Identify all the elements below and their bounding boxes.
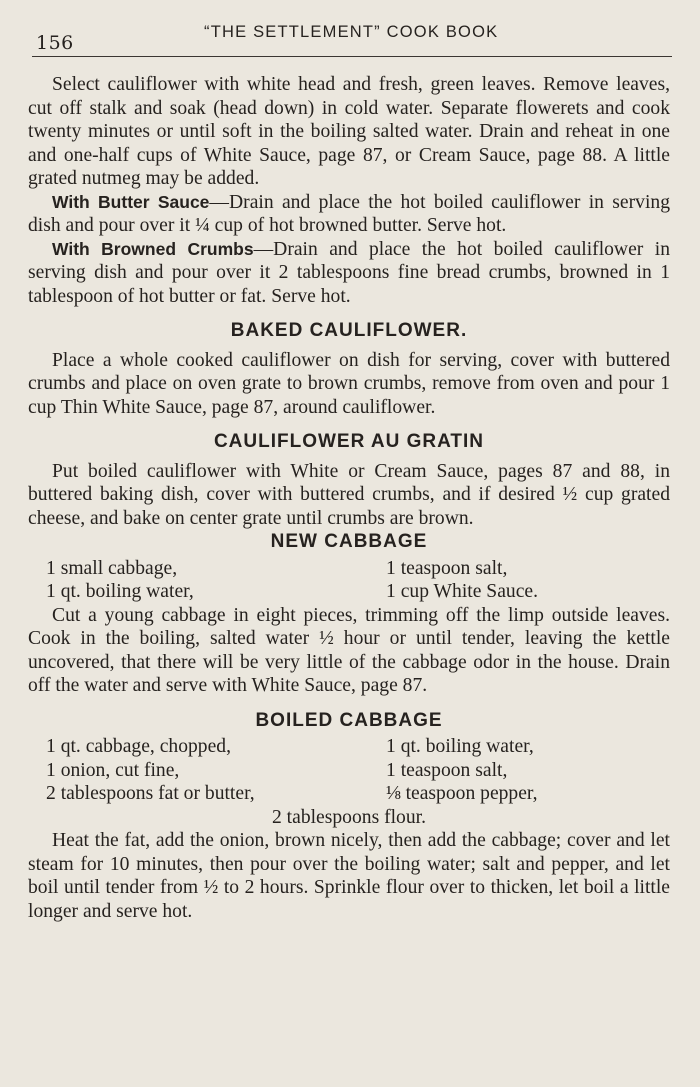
cauliflower-au-gratin-title: CAULIFLOWER AU GRATIN xyxy=(213,431,485,452)
boiled-cabbage-text: Heat the fat, add the onion, brown nicely, then add the cabbage; cover and let steam for 10 minutes, then pour over the boiling water; salt and pepper, and let boil until tender from ½ to 2 hours. Sprinkle flour over to thicken, let boil a little longer and serve hot. xyxy=(28,830,670,922)
page-header xyxy=(32,20,672,57)
butter-sauce-text: —Drain and place the hot boiled cauliflower in serving dish and pour over it ¼ cup of hot browned butter. Serve hot. xyxy=(28,191,670,236)
butter-sauce-lead: With Butter Sauce xyxy=(52,191,210,212)
ingredient: 1 cup White Sauce. xyxy=(386,581,538,602)
ingredient: 1 qt. boiling water, xyxy=(386,736,534,757)
ingredient: 1 qt. cabbage, chopped, xyxy=(46,736,231,757)
boiled-cabbage-title: BOILED CABBAGE xyxy=(255,709,443,731)
ingredient: ⅛ teaspoon pepper, xyxy=(386,783,538,804)
boiled-cauliflower-intro: Select cauliflower with white head and fresh, green leaves. Remove leaves, cut off stalk and soak (head down) in cold water. Separate flowerets and cook twenty minutes or until soft in the boiling salted water. Drain and reheat in one and one-half cups of White Sauce, page 87, or Cream Sauce, page 88. A little grated nutmeg may be added. xyxy=(28,74,670,189)
baked-cauliflower-title: BAKED CAULIFLOWER. xyxy=(230,320,468,341)
browned-crumbs-text: —Drain and place the hot boiled cauliflower in serving dish and pour over it 2 tablespoons fine bread crumbs, browned in 1 tablespoon of hot butter or fat. Serve hot. xyxy=(28,238,671,307)
cauliflower-au-gratin-text: Put boiled cauliflower with White or Cream Sauce, pages 87 and 88, in buttered baking dish, cover with buttered crumbs, and if desired ½ cup grated cheese, and bake on center grate until crumbs are brown. xyxy=(28,460,670,529)
ingredient: 1 qt. boiling water, xyxy=(46,581,194,602)
boiled-cabbage-ingredients xyxy=(46,735,670,806)
ingredient: 2 tablespoons flour. xyxy=(271,806,426,828)
browned-crumbs-paragraph xyxy=(28,238,670,309)
ingredient: 1 teaspoon salt, xyxy=(386,557,508,579)
ingredient: 1 small cabbage, xyxy=(46,557,178,579)
page-body xyxy=(28,73,670,923)
ingredient: 1 teaspoon salt, xyxy=(386,759,508,781)
ingredient: 1 onion, cut fine, xyxy=(46,759,180,781)
baked-cauliflower-text: Place a whole cooked cauliflower on dish for serving, cover with buttered crumbs and place on oven grate to brown crumbs, remove from oven and pour 1 cup Thin White Sauce, page 87, around cauliflower. xyxy=(28,349,670,418)
new-cabbage-title: NEW CABBAGE xyxy=(270,531,428,552)
new-cabbage-ingredients xyxy=(46,557,670,604)
ingredient: 2 tablespoons fat or butter, xyxy=(46,783,255,804)
new-cabbage-text: Cut a young cabbage in eight pieces, trimming off the limp outside leaves. Cook in the boiling, salted water ½ hour or until tender, leaving the kettle uncovered, that there will be very little of the cabbage odor in the house. Drain off the water and serve with White Sauce, page 87. xyxy=(28,604,670,696)
page-number: 156 xyxy=(36,32,74,54)
butter-sauce-paragraph xyxy=(28,191,670,238)
running-title: “THE SETTLEMENT” COOK BOOK xyxy=(204,23,499,41)
browned-crumbs-lead: With Browned Crumbs xyxy=(52,238,254,259)
